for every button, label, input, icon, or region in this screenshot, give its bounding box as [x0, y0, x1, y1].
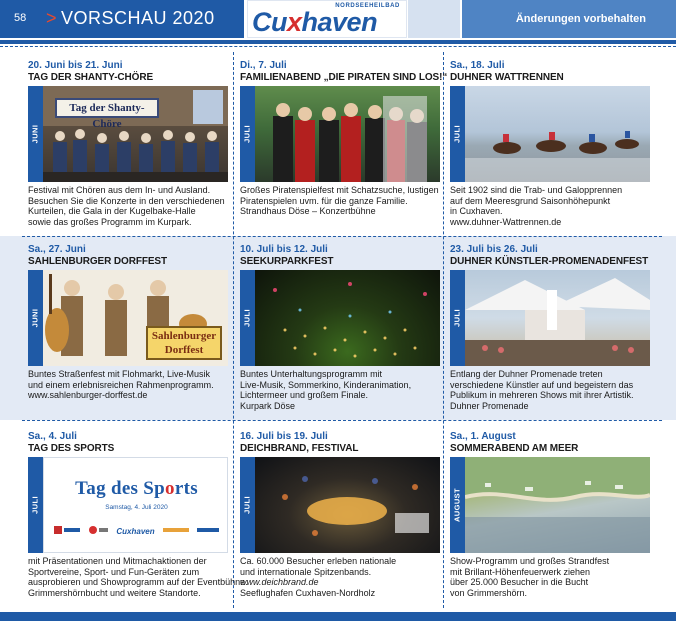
event-date: Sa., 4. Juli	[28, 431, 77, 442]
event-date: 16. Juli bis 19. Juli	[240, 431, 328, 442]
event-date: Sa., 18. Juli	[450, 60, 505, 71]
sponsor-cuxhaven-logo: Cuxhaven	[116, 526, 155, 536]
event-description: Ca. 60.000 Besucher erleben nationale und internationale Spitzenbands. www.deichbrand.de Seeflughafen Cuxhaven-Nordholz	[240, 556, 397, 598]
event-card	[450, 244, 650, 411]
column-divider	[233, 52, 234, 608]
arrow-icon: >	[46, 8, 58, 28]
month-tab: JULI	[240, 86, 255, 182]
event-date: 10. Juli bis 12. Juli	[240, 244, 328, 255]
section-title-text: VORSCHAU 2020	[61, 8, 215, 28]
month-tab: JUNI	[28, 86, 43, 182]
event-title: TAG DER SHANTY-CHÖRE	[28, 72, 154, 83]
sponsor-logo	[163, 525, 189, 537]
event-card	[240, 60, 448, 217]
event-card	[28, 60, 228, 227]
logo-subtitle: NORDSEEHEILBAD	[335, 3, 400, 9]
dorffest-sign: Sahlenburger Dorffest	[146, 326, 222, 360]
event-description: Buntes Unterhaltungsprogramm mit Live-Musik, Sommerkino, Kinderanimation, Lichtermeer und großem Finale. Kurpark Döse	[240, 369, 412, 411]
column-divider	[443, 52, 444, 608]
month-tab: JULI	[28, 457, 43, 553]
event-image	[240, 457, 440, 553]
aerial-bay-photo	[465, 457, 650, 553]
page-header	[0, 0, 676, 40]
event-card	[240, 431, 440, 598]
event-image	[28, 86, 228, 182]
month-tab: JULI	[450, 86, 465, 182]
event-title: DEICHBRAND, FESTIVAL	[240, 443, 359, 454]
row-divider	[22, 236, 662, 237]
event-card	[450, 431, 650, 598]
event-image	[450, 86, 650, 182]
horse-race-illustration	[465, 86, 650, 182]
dorffest-photo	[43, 270, 228, 366]
header-section-bar	[0, 0, 244, 38]
event-description: Seit 1902 sind die Trab- und Galopprennen auf dem Meeresgrund Saisonhöhepunkt in Cuxhaven. www.duhner-Wattrennen.de	[450, 185, 623, 227]
event-title: SAHLENBURGER DORFFEST	[28, 256, 168, 267]
month-tab: AUGUST	[450, 457, 465, 553]
event-date: Sa., 27. Juni	[28, 244, 86, 255]
event-description: Entlang der Duhner Promenade treten verschiedene Künstler auf und begeistern das Publikum in mehreren Shows mit ihrer Artistik. Duhner Promenade	[450, 369, 634, 411]
event-description: mit Präsentationen und Mitmachaktionen der Sportvereine, Sport- und Fun-Geräten zum ausprobieren und Showprogramm auf der Eventbühne. Grimmershörnbucht und weitere Standorte.	[28, 556, 248, 598]
header-dashed-rule	[0, 46, 676, 47]
aerial-bay-illustration	[465, 457, 650, 553]
event-image	[240, 270, 440, 366]
kurpark-lights-photo	[255, 270, 440, 366]
poster-title: Tag des Sports	[75, 478, 198, 499]
poster-date: Samstag, 4. Juli 2020	[105, 504, 168, 511]
event-title: SEEKURPARKFEST	[240, 256, 334, 267]
festival-night-illustration	[255, 457, 440, 553]
event-image	[28, 270, 228, 366]
event-image	[450, 270, 650, 366]
event-date: 20. Juni bis 21. Juni	[28, 60, 123, 71]
event-title: DUHNER WATTRENNEN	[450, 72, 564, 83]
logo-wordmark: Cuxhaven	[252, 7, 378, 37]
changes-reserved-note: Änderungen vorbehalten	[515, 13, 646, 25]
section-title	[46, 8, 215, 29]
page-number: 58	[14, 12, 27, 24]
event-card	[240, 244, 440, 411]
shanty-sign: Tag der Shanty-Chöre	[55, 98, 159, 118]
cuxhaven-logo	[247, 0, 407, 38]
event-title: TAG DES SPORTS	[28, 443, 115, 454]
light-sea-illustration	[255, 270, 440, 366]
event-title: DUHNER KÜNSTLER-PROMENADENFEST	[450, 256, 649, 267]
event-title: FAMILIENABEND „DIE PIRATEN SIND LOS!“	[240, 72, 448, 83]
horse-race-photo	[465, 86, 650, 182]
deichbrand-link: www.deichbrand.de	[240, 577, 319, 588]
event-date: Di., 7. Juli	[240, 60, 287, 71]
header-rule	[0, 40, 676, 44]
event-description: Festival mit Chören aus dem In- und Ausland. Besuchen Sie die Konzerte in den verschiedenen Kurteilen, die Gala in der Kugelbake-Halle sowie das großes Programm im Kurpark.	[28, 185, 225, 227]
event-card	[28, 431, 248, 598]
header-spacer	[408, 0, 460, 38]
promenade-photo	[465, 270, 650, 366]
row-divider	[22, 420, 662, 421]
sponsor-logo	[197, 525, 219, 537]
month-tab: JULI	[240, 457, 255, 553]
month-tab: JUNI	[28, 270, 43, 366]
tag-des-sports-poster	[43, 457, 228, 553]
page-footer-bar	[0, 612, 676, 621]
event-image	[240, 86, 440, 182]
month-tab: JULI	[450, 270, 465, 366]
event-date: Sa., 1. August	[450, 431, 516, 442]
deichbrand-photo	[255, 457, 440, 553]
event-description: Großes Piratenspielfest mit Schatzsuche, lustigen Piratenspielen uvm. für die ganze Familie. Strandhaus Döse – Konzertbühne	[240, 185, 439, 217]
sponsor-logo	[54, 525, 80, 537]
event-image	[28, 457, 228, 553]
header-note-bar	[462, 0, 676, 38]
event-title: SOMMERABEND AM MEER	[450, 443, 579, 454]
sponsor-logos	[54, 524, 219, 538]
sponsor-logo	[88, 525, 108, 537]
event-description: Show-Programm und großes Strandfest mit Brillant-Höhenfeuerwerk ziehen über 25.000 Besucher in die Bucht von Grimmershörn.	[450, 556, 610, 598]
event-card	[28, 244, 228, 401]
artists-illustration	[465, 270, 650, 366]
pirates-photo	[255, 86, 440, 182]
event-description: Buntes Straßenfest mit Flohmarkt, Live-Musik und einem erlebnisreichen Rahmenprogramm. www.sahlenburger-dorffest.de	[28, 369, 214, 401]
event-date: 23. Juli bis 26. Juli	[450, 244, 538, 255]
shanty-photo	[43, 86, 228, 182]
event-card	[450, 60, 650, 227]
pirates-illustration	[255, 86, 440, 182]
event-image	[450, 457, 650, 553]
month-tab: JULI	[240, 270, 255, 366]
